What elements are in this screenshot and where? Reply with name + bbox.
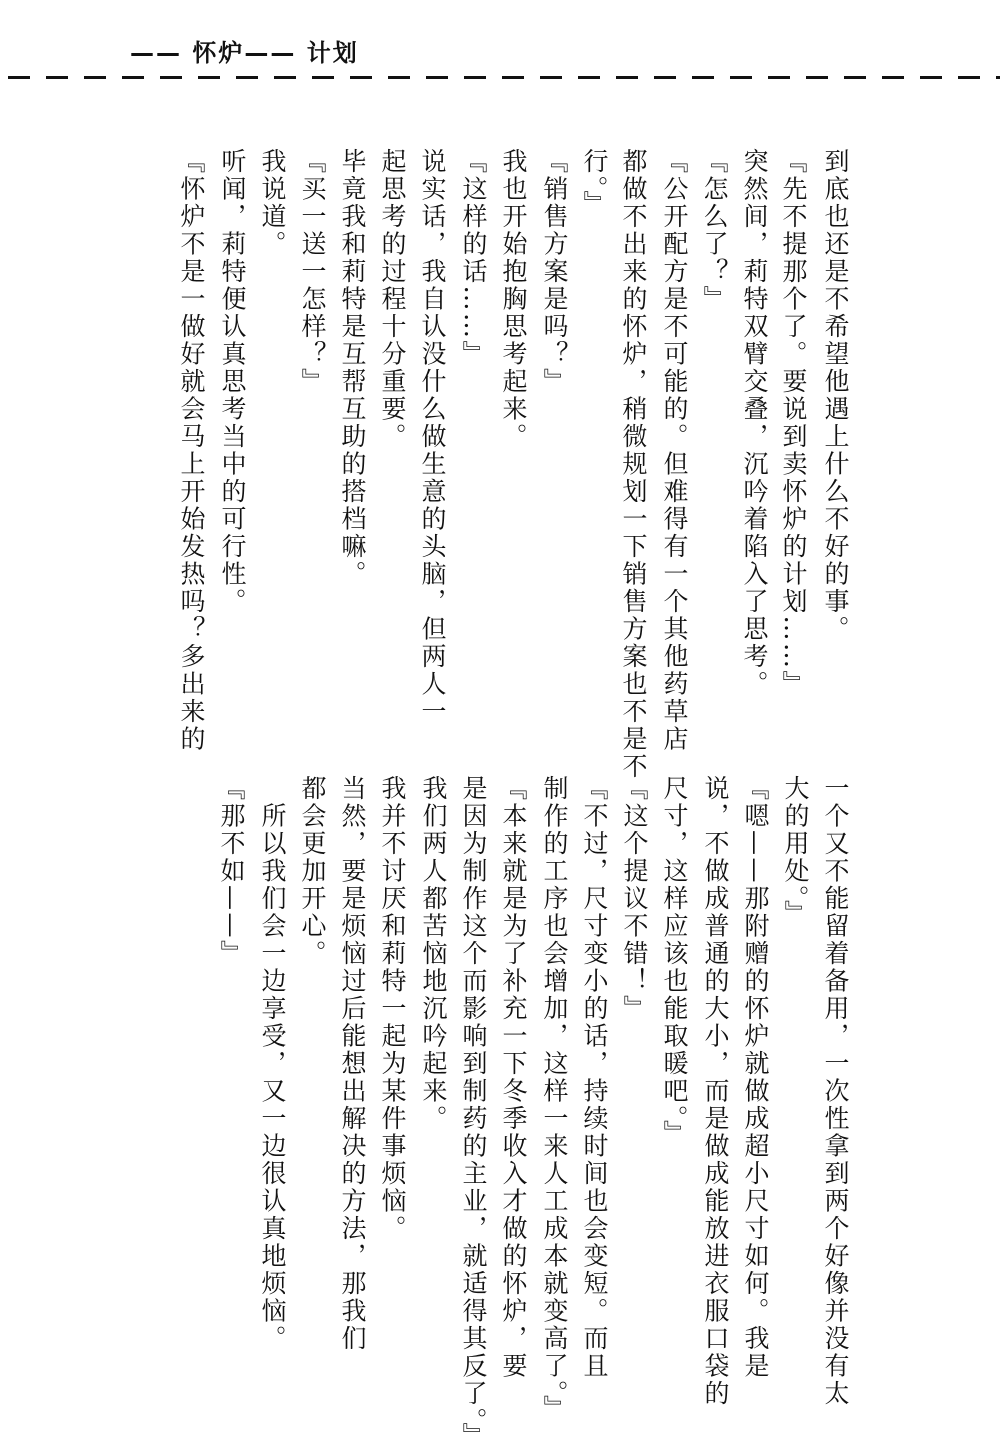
text-column: 『本来就是为了补充一下冬季收入才做的怀炉，要 <box>499 775 528 1380</box>
text-column: 我们两人都苦恼地沉吟起来。 <box>419 775 448 1133</box>
page-header: —— 怀炉—— 计划 <box>130 39 359 67</box>
text-column: 『怀炉不是一做好就会马上开始发热吗？多出来的 <box>177 148 206 753</box>
text-column: 『销售方案是吗？』 <box>540 148 569 396</box>
text-column: 『先不提那个了。要说到卖怀炉的计划……』 <box>779 148 808 698</box>
text-column: 大的用处。』 <box>781 775 810 928</box>
text-column: 听闻，莉特便认真思考当中的可行性。 <box>218 148 247 616</box>
text-column: 所以我们会一边享受，又一边很认真地烦恼。 <box>258 775 287 1353</box>
text-column: 制作的工序也会增加，这样一来人工成本就变高了。』 <box>540 775 569 1423</box>
text-column: 『公开配方是不可能的。但难得有一个其他药草店 <box>660 148 689 753</box>
text-column: 『怎么了？』 <box>700 148 729 313</box>
text-column: 我说道。 <box>258 148 287 258</box>
text-column: 『不过，尺寸变小的话，持续时间也会变短。而且 <box>580 775 609 1380</box>
text-column: 都做不出来的怀炉，稍微规划一下销售方案也不是不 <box>619 148 648 781</box>
text-column: 我并不讨厌和莉特一起为某件事烦恼。 <box>378 775 407 1243</box>
text-column: 『买一送一怎样？』 <box>298 148 327 396</box>
text-column: 行。』 <box>580 148 609 218</box>
text-column: 一个又不能留着备用，一次性拿到两个好像并没有太 <box>821 775 850 1408</box>
text-column: 『这个提议不错！』 <box>620 775 649 1023</box>
text-column: 说，不做成普通的大小，而是做成能放进衣服口袋的 <box>701 775 730 1408</box>
text-column: 起思考的过程十分重要。 <box>378 148 407 451</box>
text-column: 『嗯——那附赠的怀炉就做成超小尺寸如何。我是 <box>741 775 770 1380</box>
text-column: 『这样的话……』 <box>459 148 488 368</box>
text-column: 都会更加开心。 <box>298 775 327 968</box>
text-column: 我也开始抱胸思考起来。 <box>499 148 528 451</box>
text-column: 当然，要是烦恼过后能想出解决的方法，那我们 <box>338 775 367 1353</box>
text-column: 毕竟我和莉特是互帮互助的搭档嘛。 <box>338 148 367 588</box>
text-column: 到底也还是不希望他遇上什么不好的事。 <box>821 148 850 643</box>
text-column: 『那不如——』 <box>217 775 246 968</box>
header-dashed-divider <box>8 76 1000 79</box>
text-column: 说实话，我自认没什么做生意的头脑，但两人一 <box>418 148 447 726</box>
text-column: 是因为制作这个而影响到制药的主业，就适得其反了。』 <box>459 775 488 1450</box>
text-column: 尺寸，这样应该也能取暖吧。』 <box>660 775 689 1148</box>
text-column: 突然间，莉特双臂交叠，沉吟着陷入了思考。 <box>740 148 769 698</box>
